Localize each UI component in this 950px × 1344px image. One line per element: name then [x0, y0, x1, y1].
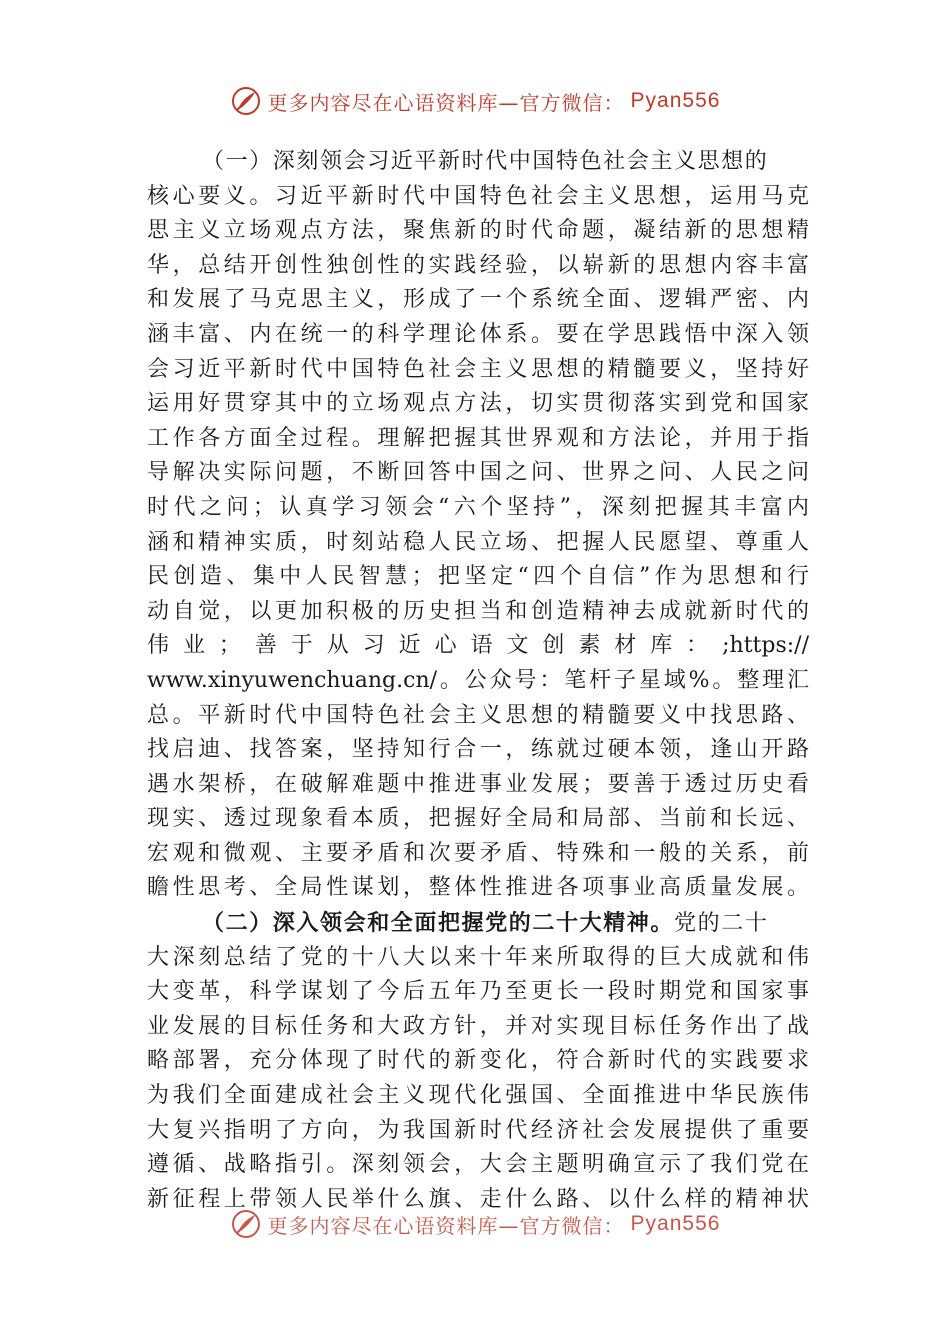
watermark-id: Pyan556	[630, 89, 721, 112]
text-line: 民创造、集中人民智慧；把坚定“四个自信”作为思想和行	[147, 564, 809, 590]
text-line: 伟业；善于从习近心语文创素材库：;https://	[147, 633, 809, 659]
text-line: 业发展的目标任务和大政方针，并对实现目标任务作出了战	[147, 1013, 809, 1039]
text-line: 会习近平新时代中国特色社会主义思想的精髓要义，坚持好	[147, 356, 809, 382]
heading-1-text: （一）深刻领会习近平新时代中国特色社会主义思想的	[202, 149, 769, 174]
quill-logo-icon	[230, 85, 262, 117]
heading-2-rest: 党的二十	[674, 911, 769, 937]
text-line: 略部署，充分体现了时代的新变化，符合新时代的实践要求	[147, 1048, 809, 1074]
text-line: 瞻性思考、全局性谋划，整体性推进各项事业高质量发展。	[147, 875, 809, 901]
text-line: 大深刻总结了党的十八大以来十年来所取得的巨大成就和伟	[147, 944, 809, 970]
watermark-text: 更多内容尽在心语资料库—官方微信：	[267, 90, 625, 115]
paragraph-1-heading	[147, 145, 809, 180]
paragraph-1	[147, 180, 809, 906]
watermark-text: 更多内容尽在心语资料库—官方微信：	[267, 1213, 625, 1238]
document-body	[147, 145, 809, 1217]
text-line: 涵和精神实质，时刻站稳人民立场、把握人民愿望、尊重人	[147, 529, 809, 555]
text-line: 宏观和微观、主要矛盾和次要矛盾、特殊和一般的关系，前	[147, 840, 809, 866]
text-line: 为我们全面建成社会主义现代化强国、全面推进中华民族伟	[147, 1083, 809, 1109]
text-line: 遵循、战略指引。深刻领会，大会主题明确宣示了我们党在	[147, 1152, 809, 1178]
text-line: 思主义立场观点方法，聚焦新的时代命题，凝结新的思想精	[147, 218, 809, 244]
text-line: 新征程上带领人民举什么旗、走什么路、以什么样的精神状	[147, 1186, 809, 1212]
text-line: 时代之问；认真学习领会“六个坚持”，深刻把握其丰富内	[147, 494, 809, 520]
header-watermark	[0, 85, 950, 117]
text-line: 核心要义。习近平新时代中国特色社会主义思想，运用马克	[147, 183, 809, 209]
text-line: 遇水架桥，在破解难题中推进事业发展；要善于透过历史看	[147, 771, 809, 797]
footer-watermark	[0, 1208, 950, 1240]
text-line: 现实、透过现象看本质，把握好全局和局部、当前和长远、	[147, 806, 809, 832]
text-line: 大变革，科学谋划了今后五年乃至更长一段时期党和国家事	[147, 979, 809, 1005]
text-line: 和发展了马克思主义，形成了一个系统全面、逻辑严密、内	[147, 287, 809, 313]
text-line: 总。平新时代中国特色社会主义思想的精髓要义中找思路、	[147, 702, 809, 728]
text-line: 华，总结开创性独创性的实践经验，以崭新的思想内容丰富	[147, 252, 809, 278]
text-line: 运用好贯穿其中的立场观点方法，切实贯彻落实到党和国家	[147, 391, 809, 417]
text-line: 工作各方面全过程。理解把握其世界观和方法论，并用于指	[147, 425, 809, 451]
text-line: 大复兴指明了方向，为我国新时代经济社会发展提供了重要	[147, 1117, 809, 1143]
text-line: www.xinyuwenchuang.cn/。公众号：笔杆子星域%。整理汇	[147, 667, 809, 693]
quill-logo-icon	[230, 1208, 262, 1240]
heading-2-text: （二）深入领会和全面把握党的二十大精神。	[202, 910, 675, 937]
text-line: 找启迪、找答案，坚持知行合一，练就过硬本领，逢山开路	[147, 737, 809, 763]
text-line: 涵丰富、内在统一的科学理论体系。要在学思践悟中深入领	[147, 321, 809, 347]
text-line: 导解决实际问题，不断回答中国之问、世界之问、人民之问	[147, 460, 809, 486]
paragraph-2	[147, 941, 809, 1218]
text-line: 动自觉，以更加积极的历史担当和创造精神去成就新时代的	[147, 598, 809, 624]
watermark-id: Pyan556	[630, 1212, 721, 1235]
paragraph-2-heading	[147, 906, 809, 941]
